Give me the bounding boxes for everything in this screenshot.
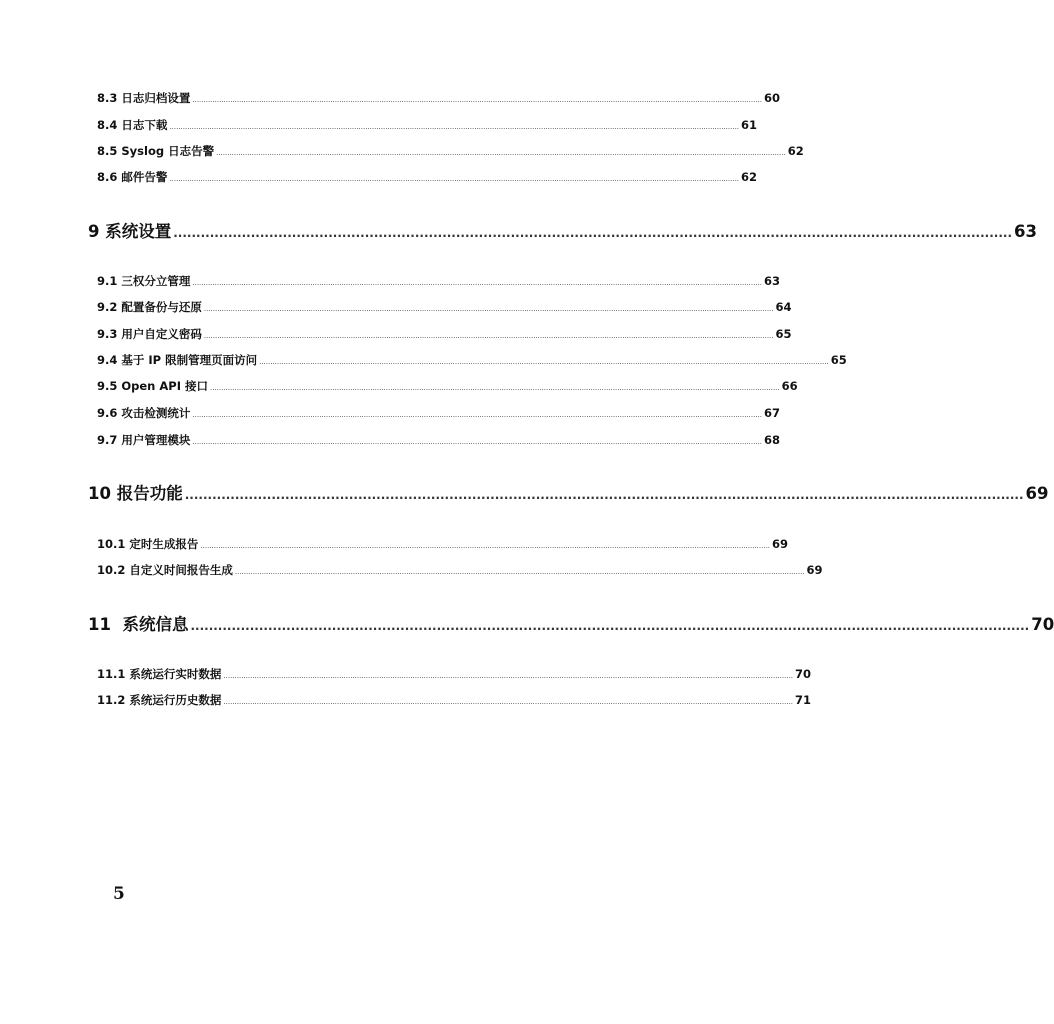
toc-chapter-label: 9 系统设置 — [88, 222, 172, 241]
toc-entry-10-1[interactable] — [97, 536, 789, 552]
toc-entry-page: 61 — [741, 118, 758, 132]
toc-entry-8-6[interactable] — [97, 169, 758, 185]
toc-chapter-page: 69 — [1025, 484, 1049, 503]
toc-entry-label: 9.6 攻击检测统计 — [97, 406, 191, 420]
toc-entry-page: 70 — [795, 667, 812, 681]
toc-entry-9-3[interactable] — [97, 326, 792, 342]
toc-entry-9-5[interactable] — [97, 378, 798, 394]
toc-entry-label: 11.2 系统运行历史数据 — [97, 693, 222, 707]
toc-entry-page: 65 — [830, 353, 847, 367]
toc-chapter-label: 10 报告功能 — [88, 484, 183, 503]
toc-entry-page: 68 — [764, 433, 781, 447]
dot-leader: ........................................................................................................................................................................................ — [190, 619, 1030, 633]
toc-entry-page: 62 — [787, 144, 804, 158]
toc-entry-11-2[interactable] — [97, 692, 812, 708]
dot-leader: ................................................................................................................................................................................................................................................................ — [203, 332, 774, 340]
toc-chapter-9[interactable] — [88, 218, 1037, 242]
dot-leader: ................................................................................................................................................................................................................................................................ — [259, 358, 829, 366]
toc-entry-8-3[interactable] — [97, 90, 781, 106]
toc-chapter-11[interactable] — [88, 611, 1054, 635]
toc-entry-label: 10.2 自定义时间报告生成 — [97, 563, 233, 577]
dot-leader: ........................................................................................................................................................................................ — [173, 226, 1013, 240]
dot-leader: ................................................................................................................................................................................................................................................................ — [223, 698, 794, 706]
dot-leader: ................................................................................................................................................................................................................................................................ — [203, 305, 774, 313]
toc-entry-label: 8.3 日志归档设置 — [97, 91, 191, 105]
dot-leader: ................................................................................................................................................................................................................................................................ — [192, 96, 762, 104]
toc-entry-10-2[interactable] — [97, 562, 823, 578]
dot-leader: ................................................................................................................................................................................................................................................................ — [216, 149, 786, 157]
toc-entry-page: 66 — [781, 379, 798, 393]
toc-entry-label: 10.1 定时生成报告 — [97, 537, 199, 551]
dot-leader: ................................................................................................................................................................................................................................................................ — [210, 384, 780, 392]
dot-leader: ................................................................................................................................................................................................................................................................ — [234, 568, 805, 576]
toc-entry-page: 62 — [741, 170, 758, 184]
toc-chapter-page: 70 — [1031, 615, 1054, 634]
toc-entry-page: 71 — [795, 693, 812, 707]
dot-leader: ................................................................................................................................................................................................................................................................ — [192, 411, 762, 419]
dot-leader: ................................................................................................................................................................................................................................................................ — [200, 542, 771, 550]
toc-entry-9-1[interactable] — [97, 273, 781, 289]
toc-chapter-10[interactable] — [88, 480, 1049, 504]
toc-entry-page: 63 — [764, 274, 781, 288]
toc-entry-page: 60 — [764, 91, 781, 105]
dot-leader: ................................................................................................................................................................................................................................................................ — [169, 175, 740, 183]
toc-entry-label: 9.5 Open API 接口 — [97, 379, 208, 393]
toc-entry-label: 8.6 邮件告警 — [97, 170, 168, 184]
toc-entry-page: 69 — [772, 537, 789, 551]
toc-entry-label: 8.5 Syslog 日志告警 — [97, 144, 215, 158]
toc-chapter-label: 11 系统信息 — [88, 615, 189, 634]
toc-entry-label: 9.2 配置备份与还原 — [97, 300, 202, 314]
toc-entry-9-4[interactable] — [97, 352, 847, 368]
dot-leader: ................................................................................................................................................................................................................................................................ — [192, 438, 762, 446]
toc-entry-label: 9.4 基于 IP 限制管理页面访问 — [97, 353, 258, 367]
toc-entry-label: 9.1 三权分立管理 — [97, 274, 191, 288]
toc-entry-9-6[interactable] — [97, 405, 781, 421]
toc-entry-label: 8.4 日志下载 — [97, 118, 168, 132]
toc-entry-page: 64 — [775, 300, 792, 314]
toc-entry-label: 11.1 系统运行实时数据 — [97, 667, 222, 681]
toc-entry-label: 9.7 用户管理模块 — [97, 433, 191, 447]
dot-leader: ................................................................................................................................................................................................................................................................ — [192, 279, 762, 287]
page-number: 5 — [113, 884, 125, 904]
toc-entry-label: 9.3 用户自定义密码 — [97, 327, 202, 341]
toc-entry-11-1[interactable] — [97, 666, 812, 682]
dot-leader: ................................................................................................................................................................................................................................................................ — [223, 672, 794, 680]
toc-entry-9-7[interactable] — [97, 432, 781, 448]
dot-leader: ................................................................................................................................................................................................................................................................ — [169, 123, 740, 131]
dot-leader: ........................................................................................................................................................................................ — [184, 488, 1024, 502]
toc-chapter-page: 63 — [1014, 222, 1037, 241]
toc-entry-page: 65 — [775, 327, 792, 341]
toc-entry-page: 69 — [806, 563, 823, 577]
toc-entry-8-4[interactable] — [97, 117, 758, 133]
toc-entry-page: 67 — [764, 406, 781, 420]
toc-entry-8-5[interactable] — [97, 143, 804, 159]
toc-entry-9-2[interactable] — [97, 299, 792, 315]
